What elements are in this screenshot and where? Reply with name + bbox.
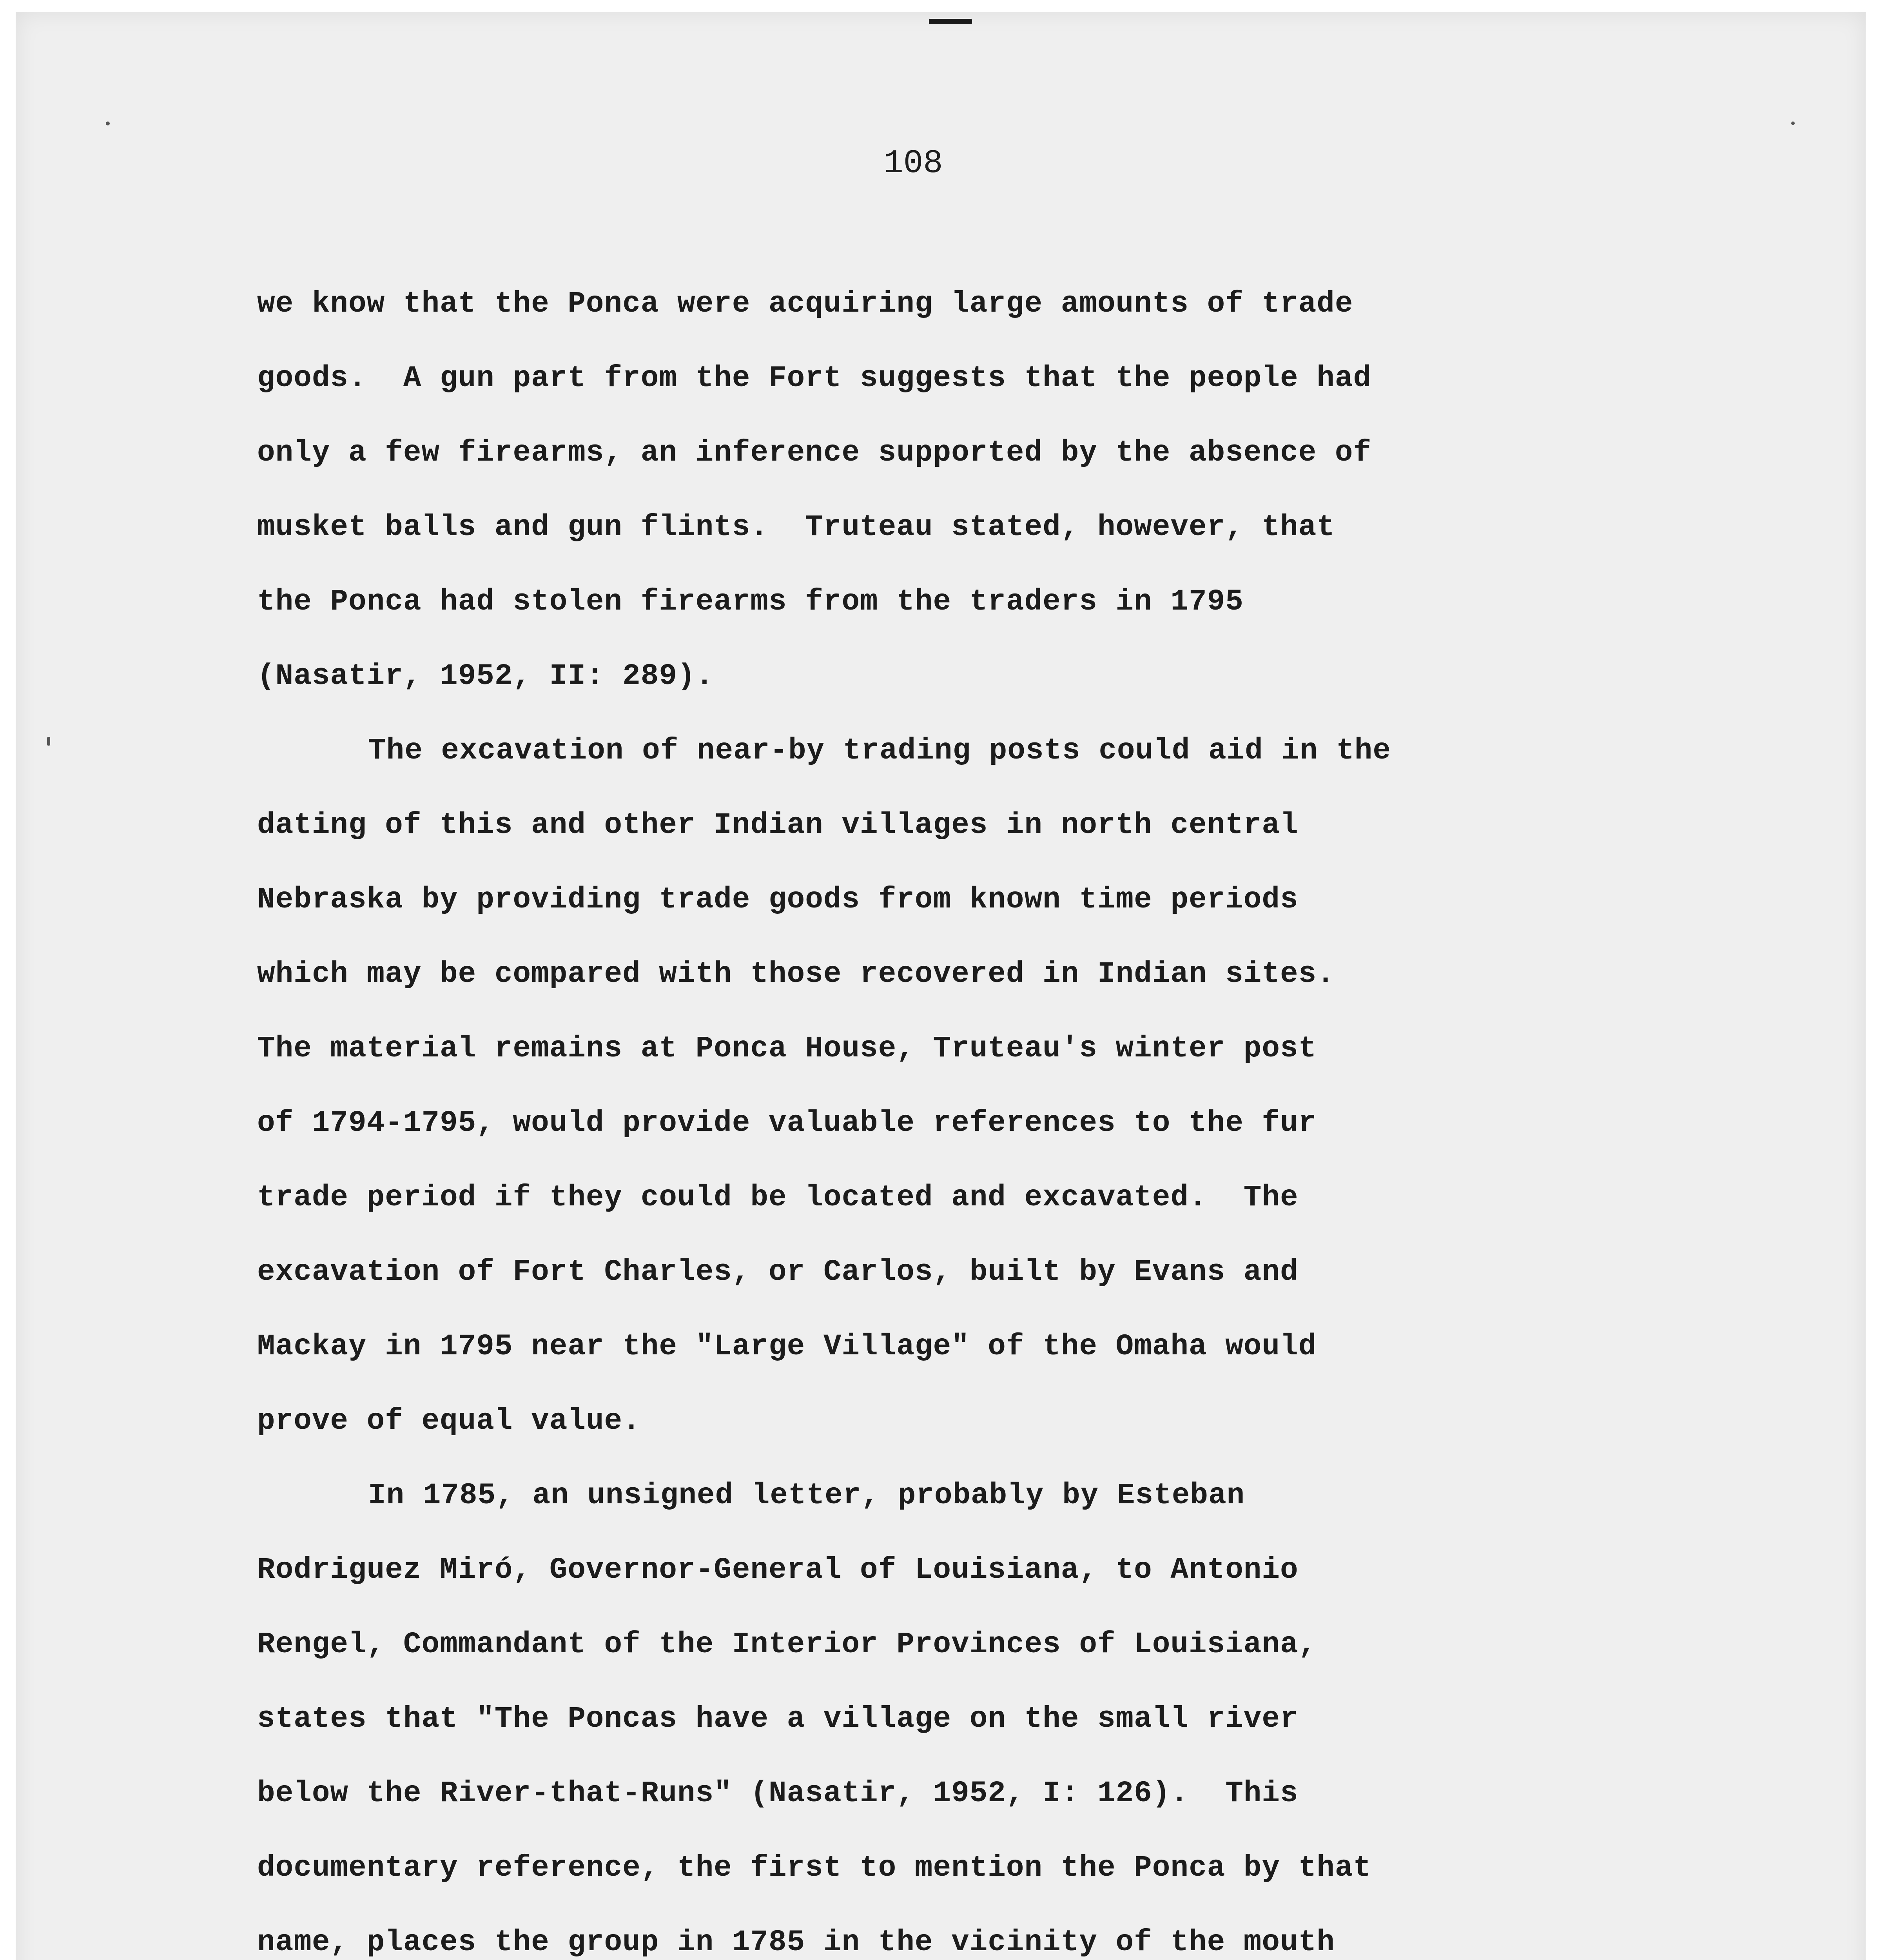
text-line: dating of this and other Indian villages in north central [257, 808, 1299, 842]
text-line: Nebraska by providing trade goods from known time periods [257, 883, 1299, 916]
text-line: trade period if they could be located and excavated. The [257, 1181, 1299, 1214]
text-line: documentary reference, the first to mention the Ponca by that [257, 1851, 1372, 1885]
text-line: excavation of Fort Charles, or Carlos, built by Evans and [257, 1255, 1299, 1289]
text-line: In 1785, an unsigned letter, probably by Esteban [368, 1479, 1245, 1512]
text-line: only a few firearms, an inference supported by the absence of [257, 436, 1372, 470]
text-line: states that "The Poncas have a village on the small river [257, 1702, 1299, 1736]
text-line: Rodriguez Miró, Governor-General of Louisiana, to Antonio [257, 1553, 1299, 1587]
paper-speck [47, 737, 50, 746]
binding-mark [929, 19, 972, 24]
body-text [257, 267, 1652, 1960]
text-line: of 1794-1795, would provide valuable references to the fur [257, 1106, 1317, 1140]
text-line: name, places the group in 1785 in the vicinity of the mouth [257, 1926, 1335, 1959]
text-line: (Nasatir, 1952, II: 289). [257, 659, 714, 693]
text-line: The excavation of near-by trading posts could aid in the [368, 734, 1391, 768]
text-line: Rengel, Commandant of the Interior Provinces of Louisiana, [257, 1628, 1317, 1661]
text-line: which may be compared with those recovered in Indian sites. [257, 957, 1335, 991]
text-line: The material remains at Ponca House, Truteau's winter post [257, 1032, 1317, 1065]
text-line: below the River-that-Runs" (Nasatir, 1952, I: 126). This [257, 1777, 1299, 1810]
text-line: goods. A gun part from the Fort suggests that the people had [257, 361, 1372, 395]
text-line: prove of equal value. [257, 1404, 641, 1438]
text-line: Mackay in 1795 near the "Large Village" of the Omaha would [257, 1330, 1317, 1363]
text-line: the Ponca had stolen firearms from the traders in 1795 [257, 585, 1244, 619]
page-number: 108 [883, 145, 943, 182]
text-line: we know that the Ponca were acquiring large amounts of trade [257, 287, 1353, 321]
paper-speck [1791, 122, 1795, 125]
paper-speck [106, 122, 110, 125]
text-line: musket balls and gun flints. Truteau stated, however, that [257, 510, 1335, 544]
